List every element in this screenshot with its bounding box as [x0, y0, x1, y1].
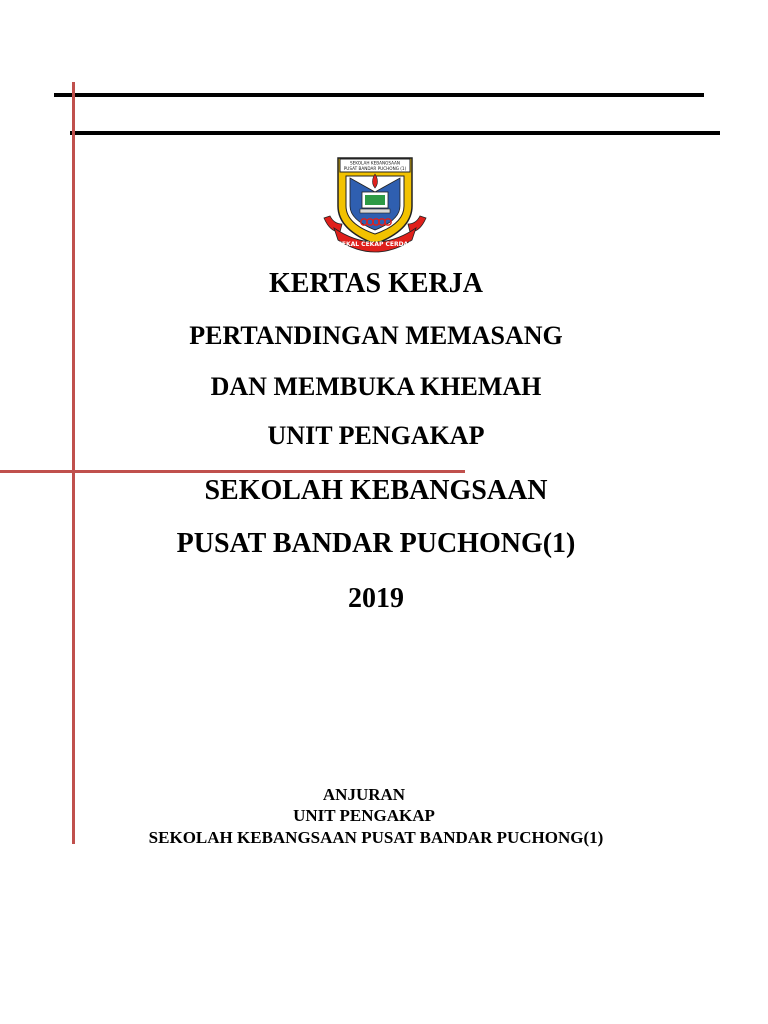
school-crest-logo — [320, 152, 430, 256]
organizer-school: SEKOLAH KEBANGSAAN PUSAT BANDAR PUCHONG(1) — [148, 828, 604, 847]
svg-text:CEKAL CEKAP CERDAS: CEKAL CEKAP CERDAS — [337, 241, 413, 248]
svg-text:SEKOLAH KEBANGSAAN: SEKOLAH KEBANGSAAN — [349, 160, 401, 166]
title-line-6: PUSAT BANDAR PUCHONG(1) — [176, 528, 576, 559]
top-rule-1 — [54, 93, 704, 97]
vertical-accent-rule — [72, 82, 75, 844]
svg-text:PUSAT BANDAR PUCHONG (1): PUSAT BANDAR PUCHONG (1) — [343, 166, 407, 171]
title-year: 2019 — [348, 583, 404, 614]
title-line-2: PERTANDINGAN MEMASANG — [189, 321, 563, 350]
title-line-4: UNIT PENGAKAP — [267, 421, 485, 450]
organizer-label: ANJURAN — [322, 785, 406, 804]
title-line-5: SEKOLAH KEBANGSAAN — [204, 475, 548, 506]
organizer-unit: UNIT PENGAKAP — [293, 806, 435, 825]
top-rule-2 — [70, 131, 720, 135]
title-line-3: DAN MEMBUKA KHEMAH — [210, 372, 542, 401]
horizontal-accent-rule — [0, 470, 465, 473]
title-line-1: KERTAS KERJA — [269, 268, 483, 299]
